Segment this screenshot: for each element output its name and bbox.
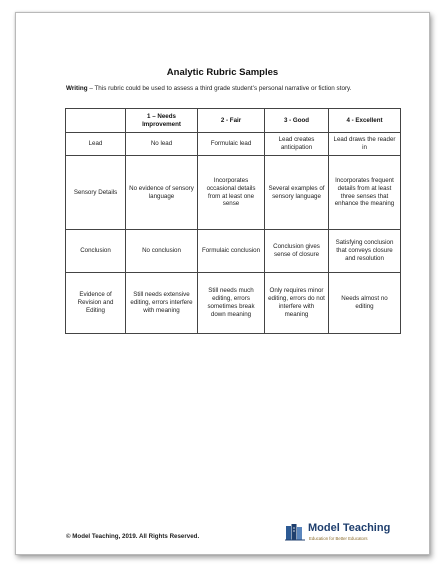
document-page (15, 12, 430, 555)
header-fair: 2 - Fair (198, 109, 265, 133)
table-row-sensory-details (66, 156, 401, 230)
intro-paragraph (66, 85, 396, 94)
table-row-conclusion (66, 230, 401, 273)
table-cell: Only requires minor editing, errors do not interfere with meaning (265, 273, 329, 334)
table-cell: Needs almost no editing (329, 273, 401, 334)
table-row-lead (66, 133, 401, 156)
header-good: 3 - Good (265, 109, 329, 133)
row-label-sensory-details: Sensory Details (66, 156, 126, 230)
table-cell: Incorporates occasional details from at least one sense (198, 156, 265, 230)
header-cell-blank (66, 109, 126, 133)
table-cell: Formulaic conclusion (198, 230, 265, 273)
table-cell: Incorporates frequent details from at least three senses that enhance the meaning (329, 156, 401, 230)
table-row-evidence-of-revision (66, 273, 401, 334)
header-excellent: 4 - Excellent (329, 109, 401, 133)
table-cell: Lead draws the reader in (329, 133, 401, 156)
row-label-evidence-of-revision: Evidence of Revision and Editing (66, 273, 126, 334)
table-cell: Lead creates anticipation (265, 133, 329, 156)
table-cell: Satisfying conclusion that conveys closure and resolution (329, 230, 401, 273)
table-header-row (66, 109, 401, 133)
row-label-conclusion: Conclusion (66, 230, 126, 273)
page-title: Analytic Rubric Samples (166, 67, 279, 78)
header-needs-improvement: 1 – Needs Improvement (126, 109, 198, 133)
logo-tagline: Education for Better Educators (309, 536, 368, 541)
rubric-table (65, 108, 401, 334)
copyright-text: © Model Teaching, 2019. All Rights Reserved. (66, 533, 200, 540)
model-teaching-logo (284, 520, 404, 544)
books-icon (284, 520, 306, 542)
intro-label: Writing (66, 85, 88, 92)
table-cell: Still needs much editing, errors sometimes break down meaning (198, 273, 265, 334)
table-cell: Formulaic lead (198, 133, 265, 156)
logo-name: Model Teaching (308, 522, 391, 534)
table-cell: Conclusion gives sense of closure (265, 230, 329, 273)
table-cell: No evidence of sensory language (126, 156, 198, 230)
table-cell: No lead (126, 133, 198, 156)
table-cell: No conclusion (126, 230, 198, 273)
row-label-lead: Lead (66, 133, 126, 156)
intro-text: – This rubric could be used to assess a third grade student’s personal narrative or fiction story. (87, 85, 352, 92)
table-cell: Several examples of sensory language (265, 156, 329, 230)
table-cell: Still needs extensive editing, errors interfere with meaning (126, 273, 198, 334)
